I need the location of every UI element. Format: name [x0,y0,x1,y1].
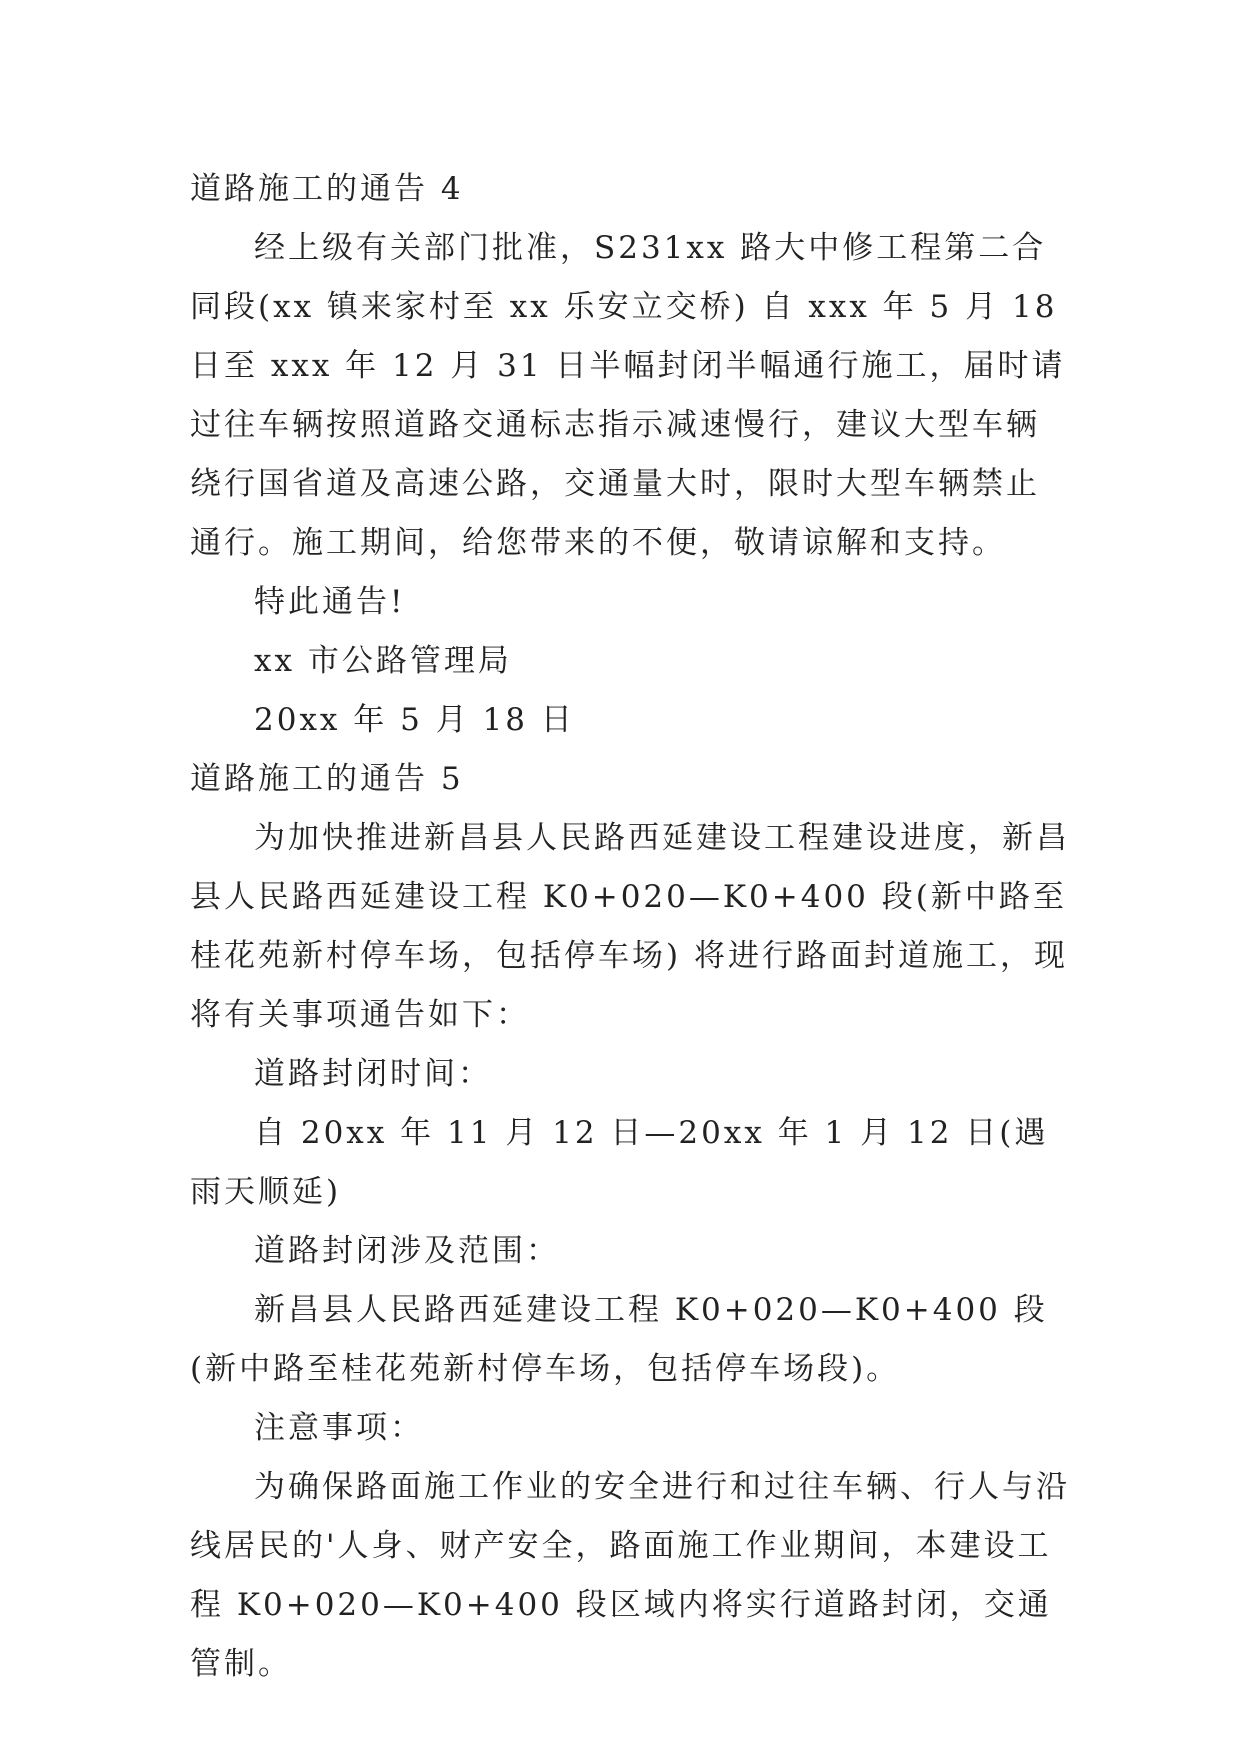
notice4-closing: 特此通告! [254,584,406,620]
closure-scope-label: 道路封闭涉及范围： [254,1233,560,1269]
notes-label: 注意事项： [254,1410,424,1446]
notice4-issuer: xx 市公路管理局 [254,643,512,679]
document-content [190,160,1070,1694]
notice5-heading: 道路施工的通告 5 [190,761,464,797]
notice4-date: 20xx 年 5 月 18 日 [254,702,575,738]
notes-body: 为确保路面施工作业的安全进行和过往车辆、行人与沿线居民的'人身、财产安全，路面施工作业期间，本建设工程 K0+020—K0+400 段区域内将实行道路封闭，交通管制。 [190,1469,1070,1682]
closure-scope: 新昌县人民路西延建设工程 K0+020—K0+400 段(新中路至桂花苑新村停车场，包括停车场段)。 [190,1292,1048,1387]
notice4-body: 经上级有关部门批准，S231xx 路大中修工程第二合同段(xx 镇来家村至 xx 乐安立交桥) 自 xxx 年 5 月 18 日至 xxx 年 12 月 31 日半幅封闭半幅通行施工，届时请过往车辆按照道路交通标志指示减速慢行，建议大型车辆绕行国省道及高速公路，交通量大时，限时大型车辆禁止通行。施工期间，给您带来的不便，敬请谅解和支持。 [190,230,1066,561]
notice5-intro: 为加快推进新昌县人民路西延建设工程建设进度，新昌县人民路西延建设工程 K0+020—K0+400 段(新中路至桂花苑新村停车场，包括停车场) 将进行路面封道施工，现将有关事项通告如下： [190,820,1070,1033]
closure-time: 自 20xx 年 11 月 12 日—20xx 年 1 月 12 日(遇雨天顺延) [190,1115,1049,1210]
closure-time-label: 道路封闭时间： [254,1056,492,1092]
notice4-heading: 道路施工的通告 4 [190,171,464,207]
